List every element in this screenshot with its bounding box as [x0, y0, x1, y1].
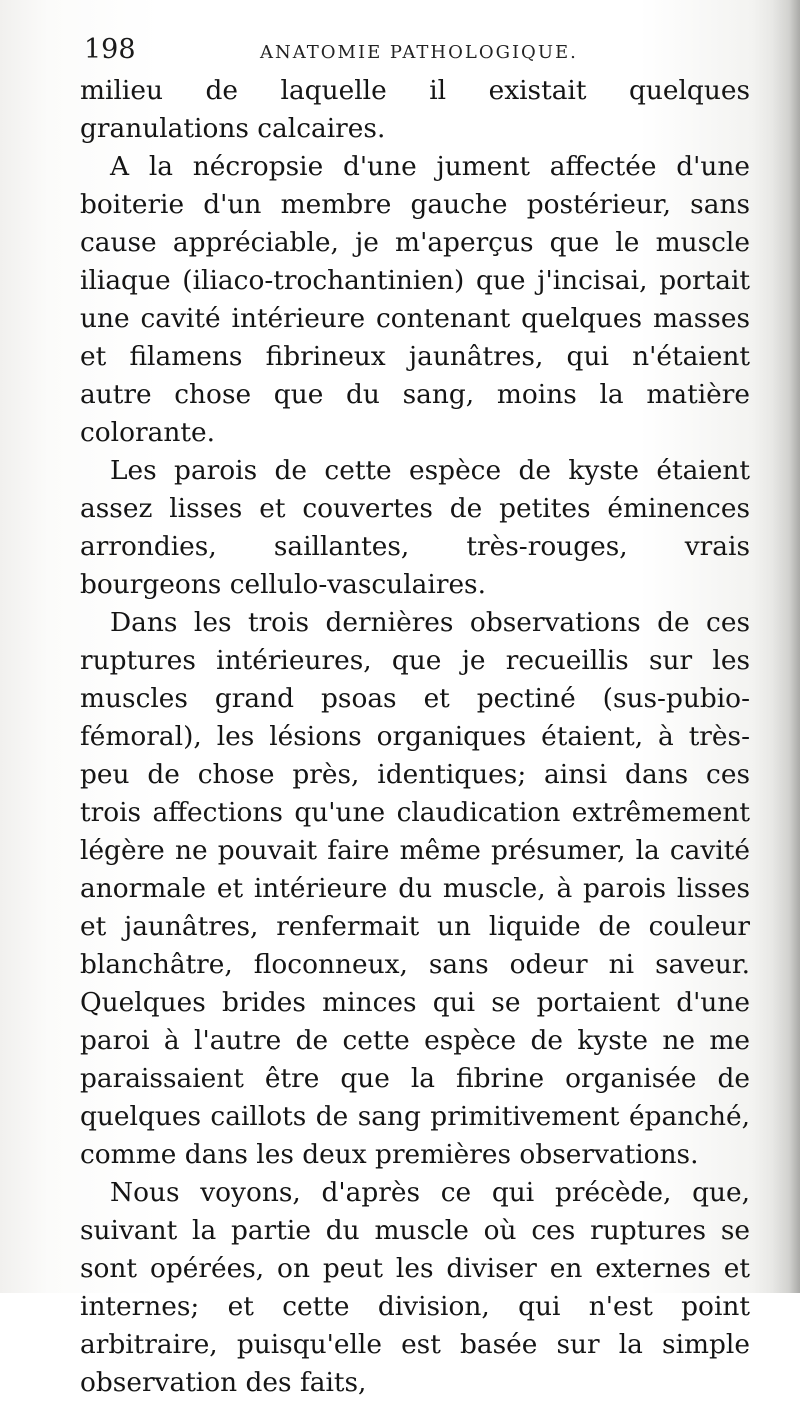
paragraph-observations: Dans les trois dernières observations de ces ruptures intérieures, que je recueillis sur les muscles grand psoas et pectiné (sus-pubio-fémoral), les lésions organiques étaient, à très-peu de chose près, identiques; ainsi dans ces trois affections qu'une claudication extrêmement légère ne pouvait faire même présumer, la cavité anormale et intérieure du muscle, à parois lisses et jaunâtres, renfermait un liquide de couleur blanchâtre, floconneux, sans odeur ni saveur. Quelques brides minces qui se portaient d'une paroi à l'autre de cette espèce de kyste ne me paraissaient être que la fibrine organisée de quelques caillots de sang primitivement épanché, comme dans les deux premières observations.	[80, 607, 750, 1170]
page-edge-shadow	[772, 0, 800, 1293]
paragraph-necropsy: A la nécropsie d'une jument affectée d'une boiterie d'un membre gauche postérieur, sans cause appréciable, je m'aperçus que le muscle iliaque (iliaco-trochantinien) que j'incisai, portait une cavité intérieure contenant quelques masses et filamens fibrineux jaunâtres, qui n'étaient autre chose que du sang, moins la matière colorante.	[80, 151, 750, 448]
paragraph-cyst-walls: Les parois de cette espèce de kyste étaient assez lisses et couvertes de petites éminences arrondies, saillantes, très-rouges, vrais bourgeons cellulo-vasculaires.	[80, 455, 750, 600]
page-number: 198	[84, 34, 136, 65]
running-title: ANATOMIE PATHOLOGIQUE.	[260, 42, 578, 63]
paragraph-conclusion: Nous voyons, d'après ce qui précède, que, suivant la partie du muscle où ces ruptures se sont opérées, on peut les diviser en externes et internes; et cette division, qui n'est point arbitraire, puisqu'elle est basée sur la simple observation des faits,	[80, 1177, 750, 1398]
running-head	[84, 34, 754, 74]
body-text	[80, 72, 750, 1402]
paragraph-continuation: milieu de laquelle il existait quelques granulations calcaires.	[80, 75, 750, 144]
